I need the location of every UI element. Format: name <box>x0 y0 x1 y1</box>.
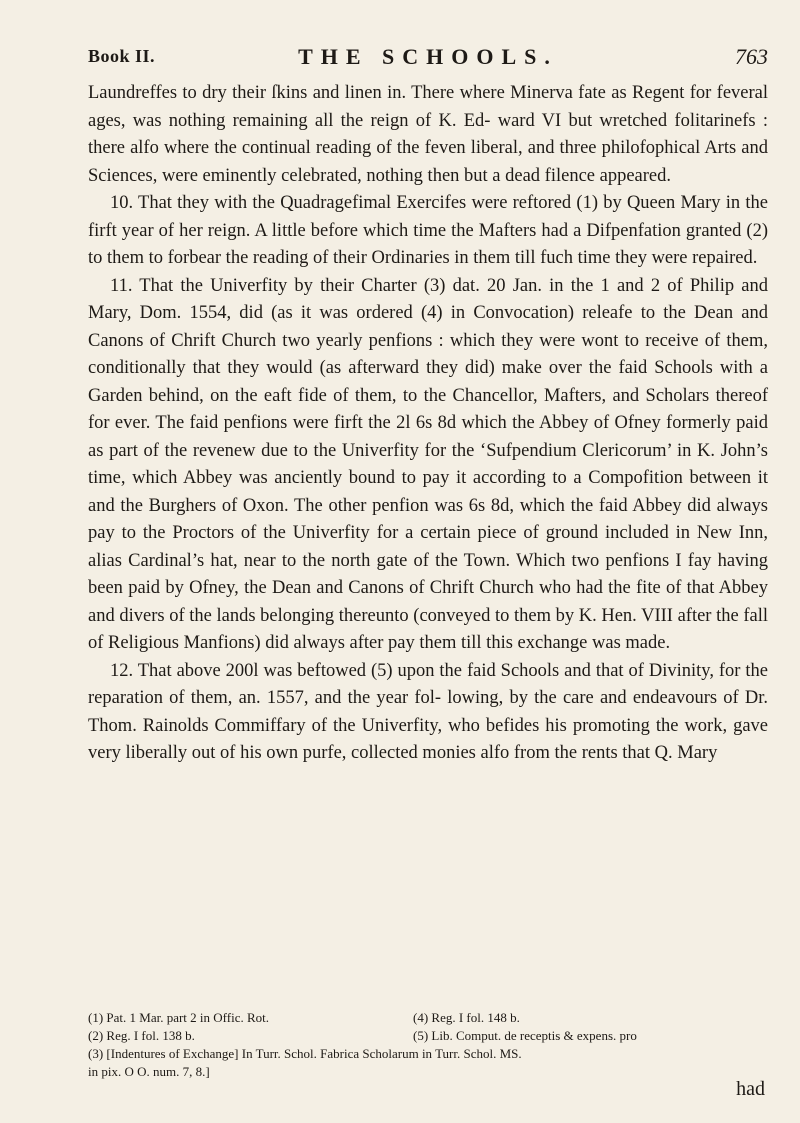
paragraph: 11. That the Univerfity by their Charter (3) dat. 20 Jan. in the 1 and 2 of Philip and Mary, Dom. 1554, did (as it was ordered (4) in Convocation) releafe to the Dean and Canons of Chrift Church two yearly penfions : which they were wont to receive of them, conditionally that they would (as afterward they did) make over the faid Schools with a Garden behind, on the eaft fide of them, to the Chancellor, Mafters, and Scholars thereof for ever. The faid penfions were firft the 2l 6s 8d which the Abbey of Ofney formerly paid as part of the revenew due to the Univerfity for the ‘Sufpendium Clericorum’ in K. John’s time, which Abbey was anciently bound to pay it according to a Compofition between it and the Burghers of Oxon. The other penfion was 6s 8d, which the faid Abbey did always pay to the Proctors of the Univerfity for a certain piece of ground included in New Inn, alias Cardinal’s hat, near to the north gate of the Town. Which two penfions I fay having been paid by Ofney, the Dean and Canons of Chrift Church who had the fite of that Abbey and divers of the lands belonging thereunto (conveyed to them by K. Hen. VIII after the fall of Religious Manfions) did always after pay them till this exchange was made. <box>88 275 768 653</box>
footnote-5: (5) Lib. Comput. de receptis & expens. pro <box>413 1028 637 1043</box>
main-text <box>88 80 768 768</box>
footnote-4: (4) Reg. I fol. 148 b. <box>413 1010 520 1025</box>
catchword: had <box>736 1078 765 1100</box>
page-number: 763 <box>735 44 768 69</box>
footnote-3-continued: in pix. O O. num. 7, 8.] <box>88 1064 210 1079</box>
running-header <box>88 40 768 70</box>
footnote-1: (1) Pat. 1 Mar. part 2 in Offic. Rot. <box>88 1010 270 1025</box>
paragraph: 10. That they with the Quadragefimal Exercifes were reftored (1) by Queen Mary in the firft year of her reign. A little before which time the Mafters had a Difpenfation granted (2) to them to forbear the reading of their Ordinaries in them till fuch time they were repaired. <box>88 193 768 268</box>
running-title: THE SCHOOLS. <box>298 44 558 69</box>
footnote-2: (2) Reg. I fol. 138 b. <box>88 1028 195 1043</box>
paragraph: Laundreffes to dry their ſkins and linen in. There where Minerva fate as Regent for feveral ages, was nothing remaining all the reign of K. Ed- ward VI but wretched folitarinefs : there alfo where the continual reading of the feven liberal, and three philofophical Arts and Sciences, were eminently celebrated, nothing then but a dead filence appeared. <box>88 83 768 186</box>
book-label: Book II. <box>88 46 156 66</box>
footnote-3: (3) [Indentures of Exchange] In Turr. Schol. Fabrica Scholarum in Turr. Schol. MS. <box>88 1046 522 1061</box>
footnotes <box>88 1009 778 1081</box>
paragraph: 12. That above 200l was beftowed (5) upon the faid Schools and that of Divinity, for the reparation of them, an. 1557, and the year fol- lowing, by the care and endeavours of Dr. Thom. Rainolds Commiffary of the Univerfity, who befides his promoting the work, gave very liberally out of his own purfe, collected monies alfo from the rents that Q. Mary <box>88 660 768 763</box>
